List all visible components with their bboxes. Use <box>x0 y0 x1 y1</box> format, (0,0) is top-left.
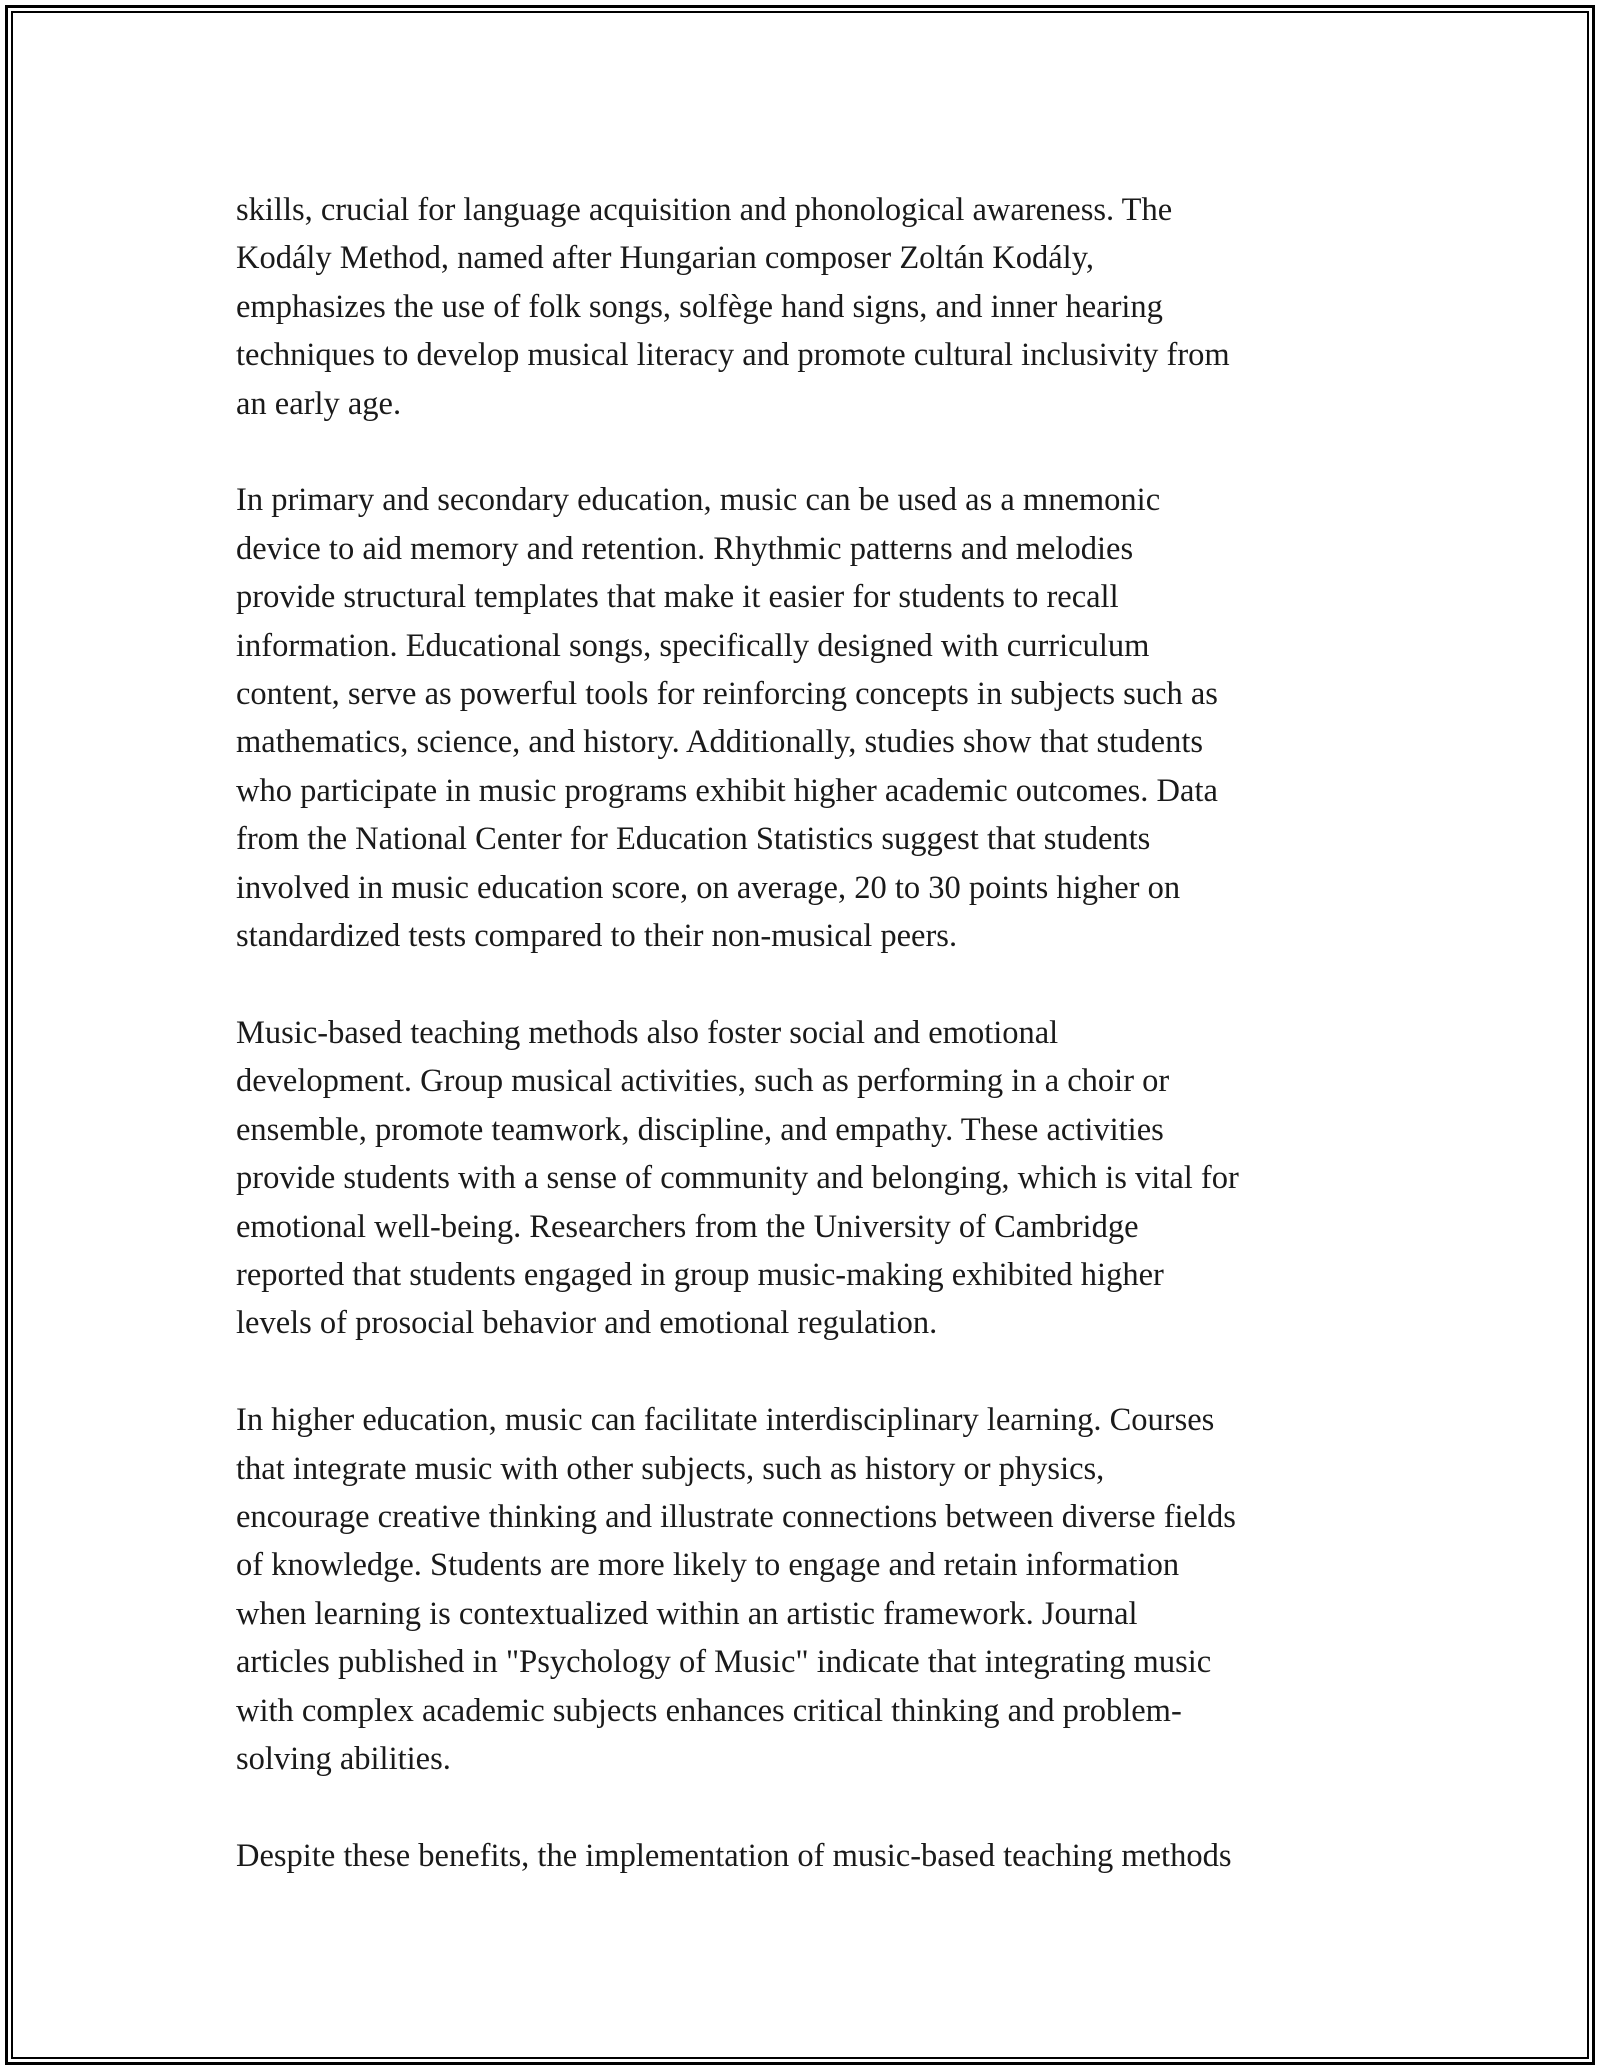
text-line: encourage creative thinking and illustrate connections between diverse fields <box>236 1498 1236 1535</box>
text-line: emotional well-being. Researchers from the University of Cambridge <box>236 1208 1139 1245</box>
text-line: with complex academic subjects enhances critical thinking and problem- <box>236 1692 1182 1729</box>
text-line: when learning is contextualized within an artistic framework. Journal <box>236 1595 1138 1632</box>
text-line: who participate in music programs exhibit higher academic outcomes. Data <box>236 772 1218 809</box>
text-line: information. Educational songs, specifically designed with curriculum <box>236 627 1150 664</box>
text-line: Despite these benefits, the implementation of music-based teaching methods <box>236 1837 1232 1874</box>
text-line: techniques to develop musical literacy and promote cultural inclusivity from <box>236 337 1230 374</box>
paragraph <box>236 476 1376 960</box>
paragraph <box>236 1396 1376 1783</box>
text-line: Music-based teaching methods also foster social and emotional <box>236 1014 1059 1051</box>
text-line: In higher education, music can facilitate interdisciplinary learning. Courses <box>236 1402 1215 1439</box>
text-line: solving abilities. <box>236 1740 451 1777</box>
text-line: skills, crucial for language acquisition and phonological awareness. The <box>236 192 1173 228</box>
paragraph <box>236 186 1376 428</box>
text-line: mathematics, science, and history. Additionally, studies show that students <box>236 724 1204 761</box>
text-line: Kodály Method, named after Hungarian composer Zoltán Kodály, <box>236 240 1094 277</box>
text-line: content, serve as powerful tools for reinforcing concepts in subjects such as <box>236 676 1218 713</box>
text-line: provide structural templates that make it easier for students to recall <box>236 579 1119 616</box>
text-line: In primary and secondary education, music can be used as a mnemonic <box>236 482 1161 519</box>
paragraph <box>236 1832 1376 1880</box>
text-line: device to aid memory and retention. Rhythmic patterns and melodies <box>236 530 1134 567</box>
text-line: development. Group musical activities, such as performing in a choir or <box>236 1063 1170 1100</box>
text-line: articles published in "Psychology of Music" indicate that integrating music <box>236 1644 1212 1681</box>
text-line: of knowledge. Students are more likely to engage and retain information <box>236 1547 1180 1584</box>
text-line: provide students with a sense of community and belonging, which is vital for <box>236 1160 1239 1197</box>
text-line: reported that students engaged in group music-making exhibited higher <box>236 1256 1164 1293</box>
document-body <box>236 186 1376 1929</box>
text-line: from the National Center for Education Statistics suggest that students <box>236 821 1151 858</box>
text-line: that integrate music with other subjects, such as history or physics, <box>236 1450 1105 1487</box>
text-line: emphasizes the use of folk songs, solfège hand signs, and inner hearing <box>236 288 1163 325</box>
text-line: involved in music education score, on average, 20 to 30 points higher on <box>236 869 1181 906</box>
text-line: an early age. <box>236 385 402 422</box>
text-line: ensemble, promote teamwork, discipline, and empathy. These activities <box>236 1111 1164 1148</box>
text-line: levels of prosocial behavior and emotional regulation. <box>236 1305 938 1342</box>
paragraph <box>236 1009 1376 1348</box>
text-line: standardized tests compared to their non-musical peers. <box>236 918 958 955</box>
